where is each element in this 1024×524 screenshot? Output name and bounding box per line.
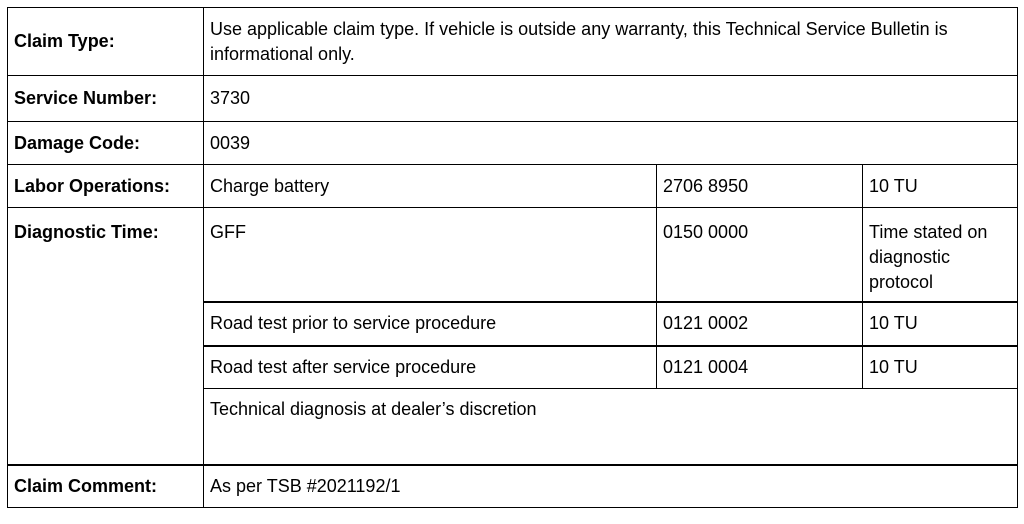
diagnostic-time-label: Diagnostic Time: [8,208,204,465]
labor-operation-code: 2706 8950 [657,165,863,208]
claim-type-label: Claim Type: [8,8,204,76]
damage-code-row [8,122,1018,165]
labor-operations-row [8,165,1018,208]
warranty-claim-table [7,7,1018,508]
claim-comment-row [8,465,1018,508]
service-number-label: Service Number: [8,76,204,122]
damage-code-label: Damage Code: [8,122,204,165]
diagnostic-item-description: Road test after service procedure [204,346,657,389]
diagnostic-item-time: 10 TU [863,346,1018,389]
labor-operation-time: 10 TU [863,165,1018,208]
diagnostic-row-gff [8,208,1018,302]
claim-type-value: Use applicable claim type. If vehicle is outside any warranty, this Technical Service Bulletin is informational only. [204,8,1018,76]
service-number-row [8,76,1018,122]
diagnostic-item-description: GFF [204,208,657,302]
diagnostic-item-time: Time stated on diagnostic protocol [863,208,1018,302]
damage-code-value: 0039 [204,122,1018,165]
claim-comment-value: As per TSB #2021192/1 [204,465,1018,508]
diagnostic-item-description: Road test prior to service procedure [204,302,657,346]
diagnostic-item-code: 0121 0002 [657,302,863,346]
service-number-value: 3730 [204,76,1018,122]
claim-type-row [8,8,1018,76]
diagnostic-item-time: 10 TU [863,302,1018,346]
labor-operation-description: Charge battery [204,165,657,208]
labor-operations-label: Labor Operations: [8,165,204,208]
diagnostic-note: Technical diagnosis at dealer’s discretion [204,389,1018,465]
diagnostic-item-code: 0150 0000 [657,208,863,302]
diagnostic-item-code: 0121 0004 [657,346,863,389]
claim-comment-label: Claim Comment: [8,465,204,508]
